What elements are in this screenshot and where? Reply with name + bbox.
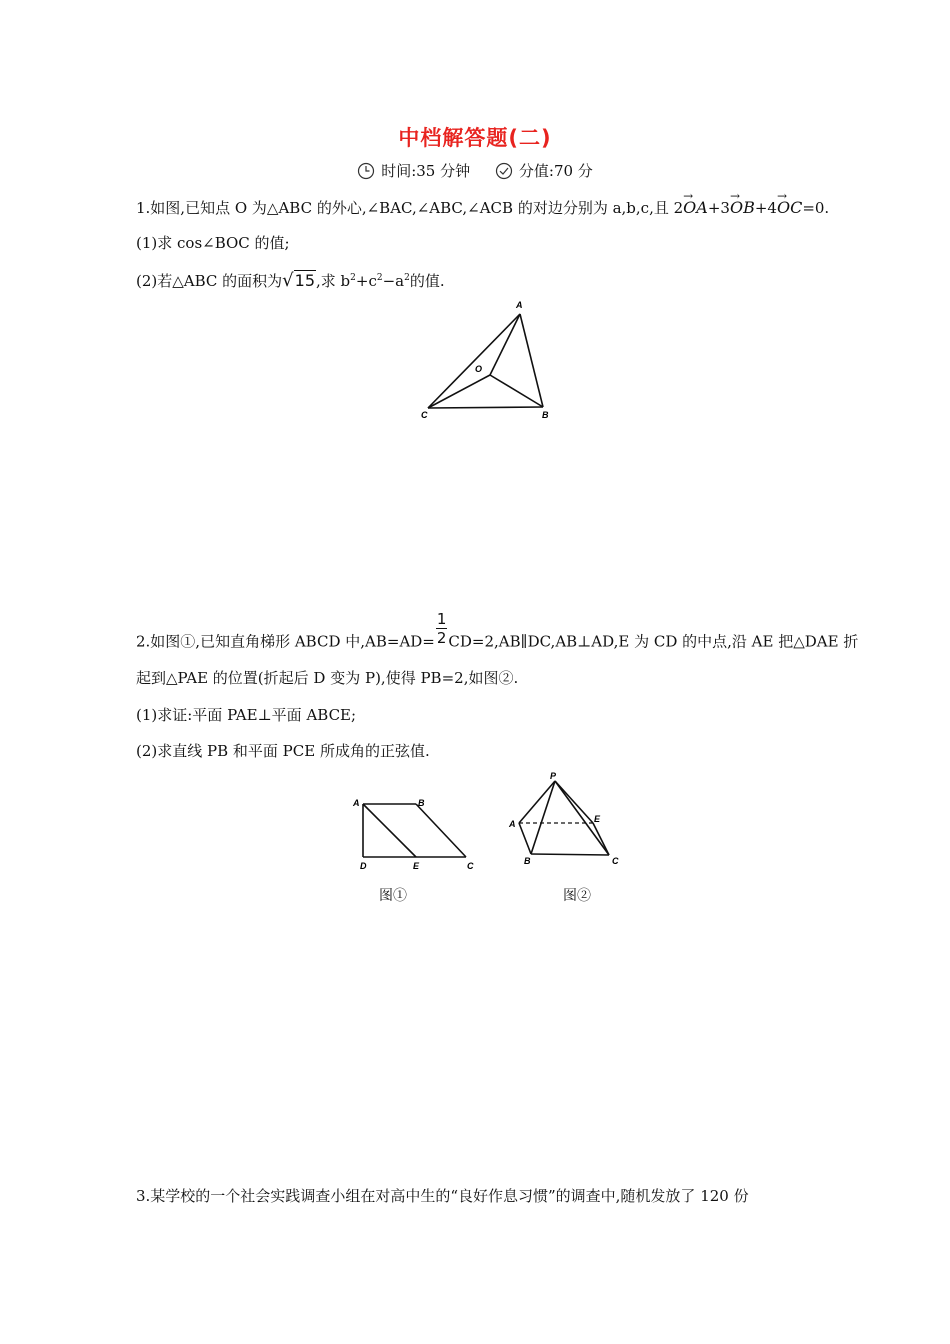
score-info bbox=[495, 160, 593, 181]
q1-part2-c: 的值. bbox=[409, 272, 445, 290]
exp-a: 2 bbox=[404, 273, 410, 283]
time-text: 时间:35 分钟 bbox=[381, 162, 471, 180]
fig1-label-a: A bbox=[353, 798, 360, 808]
label-a: A bbox=[516, 300, 523, 310]
fig2-label-e: E bbox=[594, 814, 601, 824]
q1-coef-3: +3 bbox=[707, 199, 730, 217]
q2-stem-line2: 起到△PAE 的位置(折起后 D 变为 P),使得 PB=2,如图②. bbox=[136, 669, 519, 687]
trapezoid-figure bbox=[345, 790, 485, 875]
q1-stem bbox=[136, 198, 829, 218]
q2-part2: (2)求直线 PB 和平面 PCE 所成角的正弦值. bbox=[136, 742, 430, 760]
q1-part2-text: (2)若△ABC 的面积为 bbox=[136, 272, 283, 290]
pyramid-figure bbox=[500, 768, 630, 870]
fig1-label-c: C bbox=[467, 861, 474, 871]
label-c: C bbox=[421, 410, 428, 420]
q1-part2 bbox=[136, 268, 445, 291]
page-title: 中档解答题(二) bbox=[398, 126, 552, 150]
check-circle-icon bbox=[495, 162, 513, 180]
q1-eq-zero: =0. bbox=[802, 199, 830, 217]
label-o: O bbox=[475, 364, 483, 374]
exp-b: 2 bbox=[350, 273, 356, 283]
frac-denominator: 2 bbox=[436, 629, 447, 647]
q1-stem-text: 1.如图,已知点 O 为△ABC 的外心,∠BAC,∠ABC,∠ACB 的对边分别为 a,b,c,且 2 bbox=[136, 199, 684, 217]
fig2-label-c: C bbox=[612, 856, 619, 866]
label-b: B bbox=[542, 410, 549, 420]
q2-part1: (1)求证:平面 PAE⊥平面 ABCE; bbox=[136, 706, 357, 724]
fig2-label-b: B bbox=[524, 856, 531, 866]
fig2-label-p: P bbox=[550, 771, 557, 781]
q1-plus-c: +c bbox=[355, 272, 377, 290]
frac-numerator: 1 bbox=[436, 610, 447, 628]
q1-part1: (1)求 cos∠BOC 的值; bbox=[136, 234, 290, 252]
vector-oa: → OA bbox=[683, 198, 708, 218]
score-text: 分值:70 分 bbox=[518, 162, 593, 180]
sqrt-15 bbox=[282, 270, 316, 291]
clock-icon bbox=[357, 162, 375, 180]
q1-minus-a: −a bbox=[382, 272, 405, 290]
fig1-label-d: D bbox=[360, 861, 367, 871]
exp-c: 2 bbox=[376, 273, 383, 283]
time-info bbox=[357, 160, 470, 181]
vector-ob: → OB bbox=[730, 198, 755, 218]
q1-part2-b: ,求 b bbox=[316, 272, 351, 290]
fig1-caption: 图① bbox=[379, 888, 407, 904]
fig1-label-b: B bbox=[418, 798, 425, 808]
radical-sign: √ bbox=[282, 270, 294, 291]
q2-stem-text-a: 2.如图①,已知直角梯形 ABCD 中,AB=AD= bbox=[136, 632, 435, 651]
fig2-caption: 图② bbox=[563, 888, 591, 904]
q2-stem-line1 bbox=[136, 610, 859, 661]
meta-bar bbox=[0, 160, 950, 184]
radicand: 15 bbox=[294, 271, 316, 290]
fig2-label-a: A bbox=[509, 819, 516, 829]
q3-stem: 3.某学校的一个社会实践调查小组在对高中生的“良好作息习惯”的调查中,随机发放了 120 份 bbox=[136, 1187, 749, 1205]
fraction-half bbox=[436, 610, 448, 647]
fig1-label-e: E bbox=[413, 861, 420, 871]
q1-coef-4: +4 bbox=[754, 199, 777, 217]
triangle-figure bbox=[415, 296, 555, 428]
vector-oc: → OC bbox=[777, 198, 802, 218]
q2-stem-text-b: CD=2,AB∥DC,AB⊥AD,E 为 CD 的中点,沿 AE 把△DAE 折 bbox=[448, 632, 859, 651]
